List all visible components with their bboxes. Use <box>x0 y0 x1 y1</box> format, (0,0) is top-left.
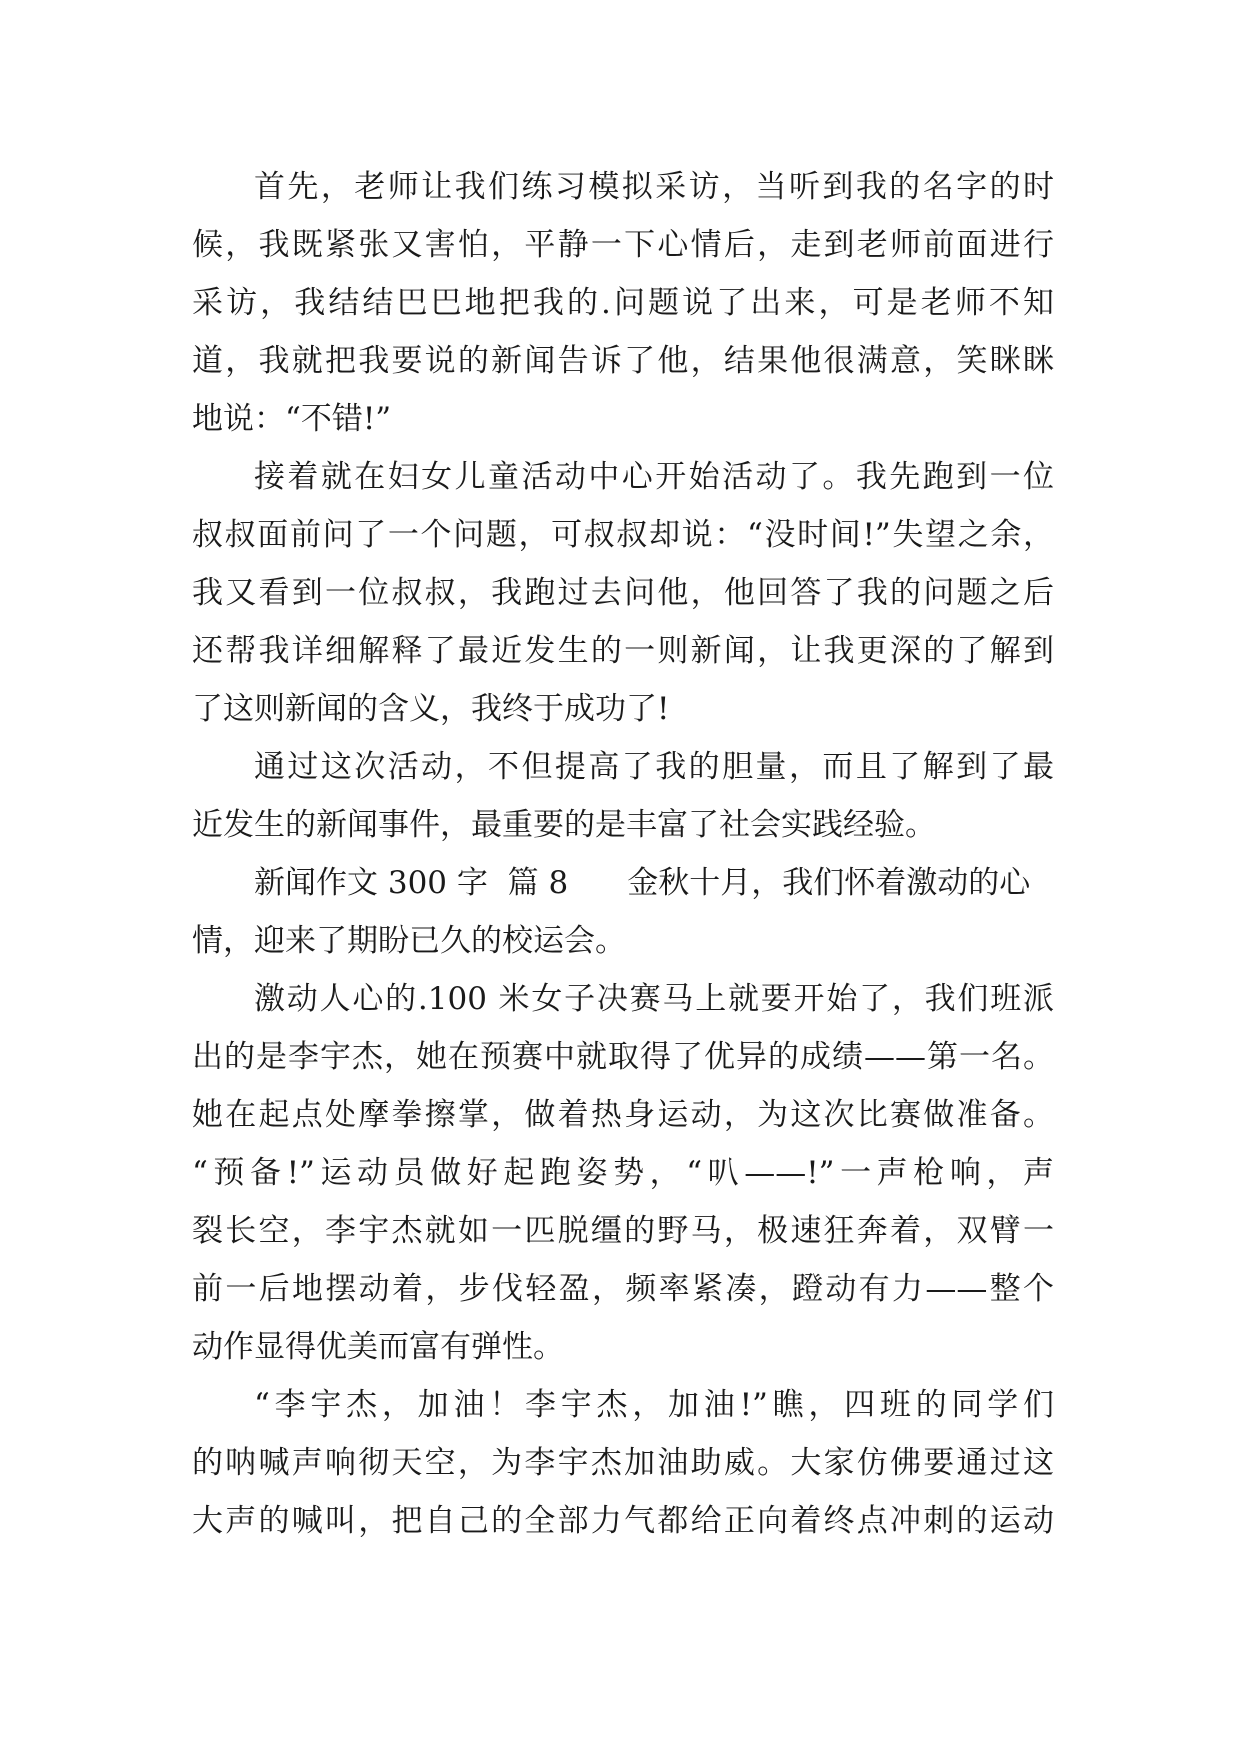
text-line: 还帮我详细解释了最近发生的一则新闻，让我更深的了解到 <box>192 633 1054 669</box>
text-line: 接着就在妇女儿童活动中心开始活动了。我先跑到一位 <box>254 459 1054 495</box>
section-heading-line: 新闻作文 300 字 篇 8 金秋十月，我们怀着激动的心 <box>254 865 1031 901</box>
text-line: 候，我既紧张又害怕，平静一下心情后，走到老师前面进行 <box>192 227 1054 263</box>
paragraph-6 <box>192 1376 1054 1550</box>
paragraph-2 <box>192 448 1054 738</box>
paragraph-3 <box>192 738 1054 854</box>
text-line: 通过这次活动，不但提高了我的胆量，而且了解到了最 <box>254 749 1054 785</box>
text-line: 动作显得优美而富有弹性。 <box>192 1329 564 1365</box>
text-line: 道，我就把我要说的新闻告诉了他，结果他很满意，笑眯眯 <box>192 343 1054 379</box>
text-line: 地说：“不错!” <box>192 401 392 437</box>
text-line: 出的是李宇杰，她在预赛中就取得了优异的成绩——第一名。 <box>192 1039 1054 1075</box>
text-line: 近发生的新闻事件，最重要的是丰富了社会实践经验。 <box>192 807 936 843</box>
text-line: 首先，老师让我们练习模拟采访，当听到我的名字的时 <box>254 169 1054 205</box>
text-line: 叔叔面前问了一个问题，可叔叔却说：“没时间!”失望之余， <box>192 517 1054 553</box>
text-line: 的呐喊声响彻天空，为李宇杰加油助威。大家仿佛要通过这 <box>192 1445 1054 1481</box>
text-line: 激动人心的.100 米女子决赛马上就要开始了，我们班派 <box>254 981 1054 1017</box>
paragraph-1 <box>192 158 1054 448</box>
text-line: “李宇杰，加油！李宇杰，加油!”瞧，四班的同学们 <box>254 1387 1054 1423</box>
text-line: 前一后地摆动着，步伐轻盈，频率紧凑，蹬动有力——整个 <box>192 1271 1054 1307</box>
text-line: 情，迎来了期盼已久的校运会。 <box>192 923 626 959</box>
text-line: 她在起点处摩拳擦掌，做着热身运动，为这次比赛做准备。 <box>192 1097 1054 1133</box>
text-line: 大声的喊叫，把自己的全部力气都给正向着终点冲刺的运动 <box>192 1503 1054 1539</box>
text-line: 采访，我结结巴巴地把我的.问题说了出来，可是老师不知 <box>192 285 1054 321</box>
paragraph-5 <box>192 970 1054 1376</box>
text-line: 裂长空，李宇杰就如一匹脱缰的野马，极速狂奔着，双臂一 <box>192 1213 1054 1249</box>
text-line: “预备!”运动员做好起跑姿势，“叭——!”一声枪响，声 <box>192 1155 1054 1191</box>
text-line: 了这则新闻的含义，我终于成功了! <box>192 691 670 727</box>
paragraph-4 <box>192 854 1054 970</box>
document-body <box>192 158 1054 1550</box>
text-line: 我又看到一位叔叔，我跑过去问他，他回答了我的问题之后 <box>192 575 1054 611</box>
